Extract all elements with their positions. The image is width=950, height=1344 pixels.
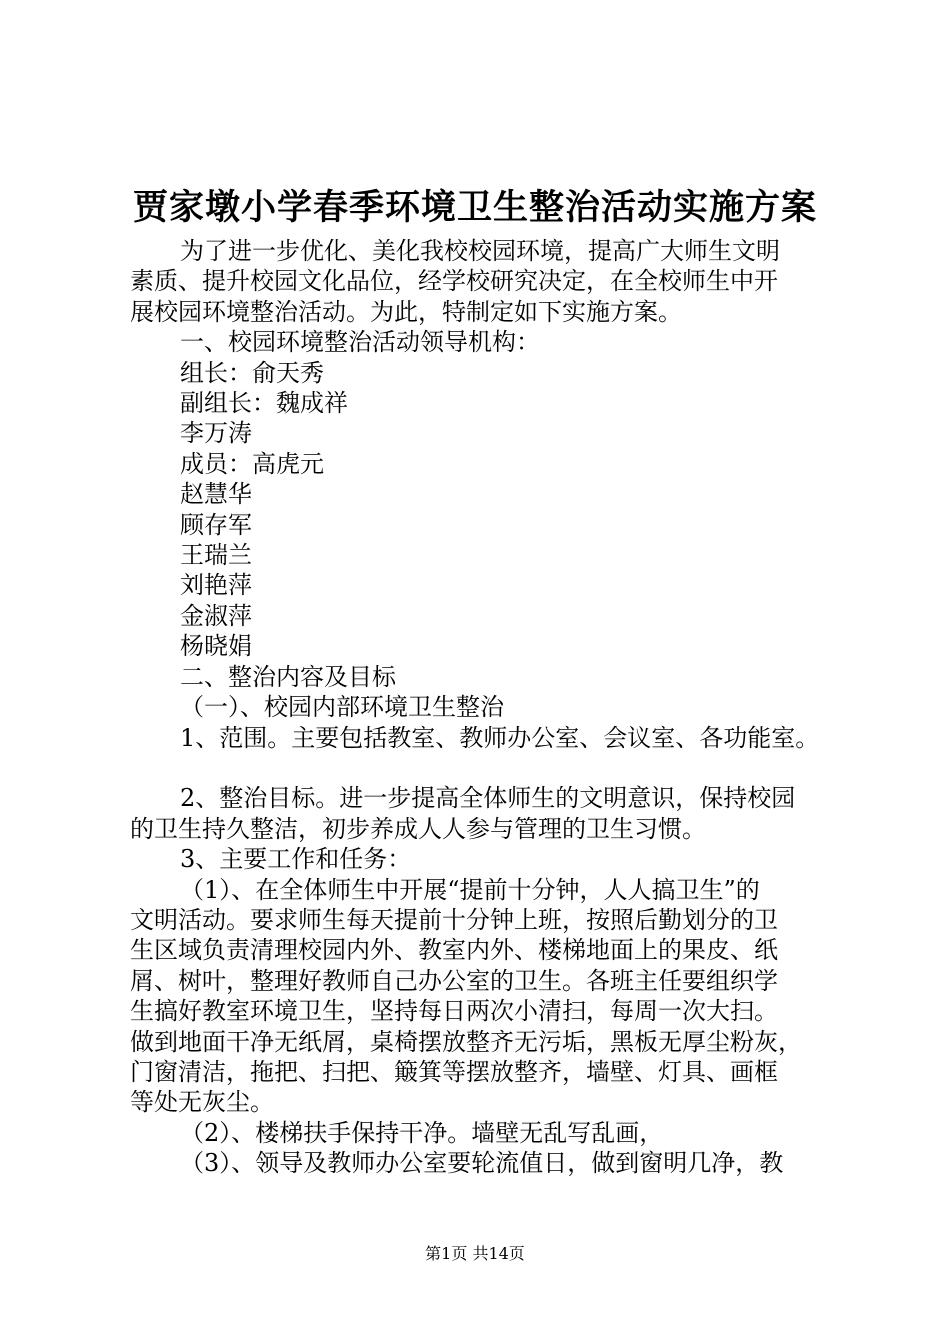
- paragraph-line: 屑、树叶，整理好教师自己办公室的卫生。各班主任要组织学: [130, 966, 778, 995]
- deputy-line: 李万涛: [180, 419, 252, 448]
- paragraph-line: 文明活动。要求师生每天提前十分钟上班，按照后勤划分的卫: [130, 905, 778, 934]
- paragraph-line: 2、整治目标。进一步提高全体师生的文明意识，保持校园: [180, 784, 796, 813]
- paragraph-line: 生搞好教室环境卫生，坚持每日两次小清扫，每周一次大扫。: [130, 997, 778, 1026]
- subsection-heading: （一）、校园内部环境卫生整治: [180, 693, 504, 722]
- scope-line: 1、范围。主要包括教室、教师办公室、会议室、各功能室。: [180, 723, 820, 752]
- document-title: 贾家墩小学春季环境卫生整治活动实施方案: [132, 187, 817, 228]
- page-footer: 第1页 共14页: [425, 1244, 525, 1263]
- paragraph-line: （3）、领导及教师办公室要轮流值日，做到窗明几净，教: [180, 1149, 784, 1178]
- paragraph-line: 展校园环境整治活动。为此，特制定如下实施方案。: [130, 297, 682, 326]
- paragraph-line: （2）、楼梯扶手保持干净。墙壁无乱写乱画，: [180, 1118, 664, 1147]
- member-line: 杨晓娟: [180, 632, 252, 661]
- member-line: 顾存军: [180, 510, 252, 539]
- paragraph-line: 生区域负责清理校园内外、教室内外、楼梯地面上的果皮、纸: [130, 936, 778, 965]
- paragraph-line: 等处无灰尘。: [130, 1088, 274, 1117]
- section-heading: 二、整治内容及目标: [180, 662, 396, 691]
- paragraph-line: 的卫生持久整洁，初步养成人人参与管理的卫生习惯。: [130, 814, 706, 843]
- paragraph-line: （1）、在全体师生中开展“提前十分钟，人人搞卫生”的: [180, 875, 760, 904]
- section-heading: 一、校园环境整治活动领导机构：: [180, 328, 540, 357]
- paragraph-line: 做到地面干净无纸屑，桌椅摆放整齐无污垢，黑板无厚尘粉灰，: [130, 1027, 802, 1056]
- paragraph-line: 门窗清洁，拖把、扫把、簸箕等摆放整齐，墙壁、灯具、画框: [130, 1057, 778, 1086]
- document-body: [130, 236, 830, 1179]
- member-line: 赵慧华: [180, 480, 252, 509]
- paragraph-line: 为了进一步优化、美化我校校园环境，提高广大师生文明: [180, 237, 780, 265]
- member-line: 王瑞兰: [180, 541, 252, 570]
- blank-line: [130, 753, 830, 783]
- paragraph-line: 素质、提升校园文化品位，经学校研究决定，在全校师生中开: [130, 267, 778, 296]
- deputy-line: 副组长：魏成祥: [180, 389, 348, 418]
- tasks-heading: 3、主要工作和任务：: [180, 845, 412, 874]
- member-line: 刘艳萍: [180, 571, 252, 600]
- member-line: 成员：高虎元: [180, 449, 324, 478]
- leader-line: 组长：俞天秀: [180, 358, 324, 387]
- member-line: 金淑萍: [180, 601, 252, 630]
